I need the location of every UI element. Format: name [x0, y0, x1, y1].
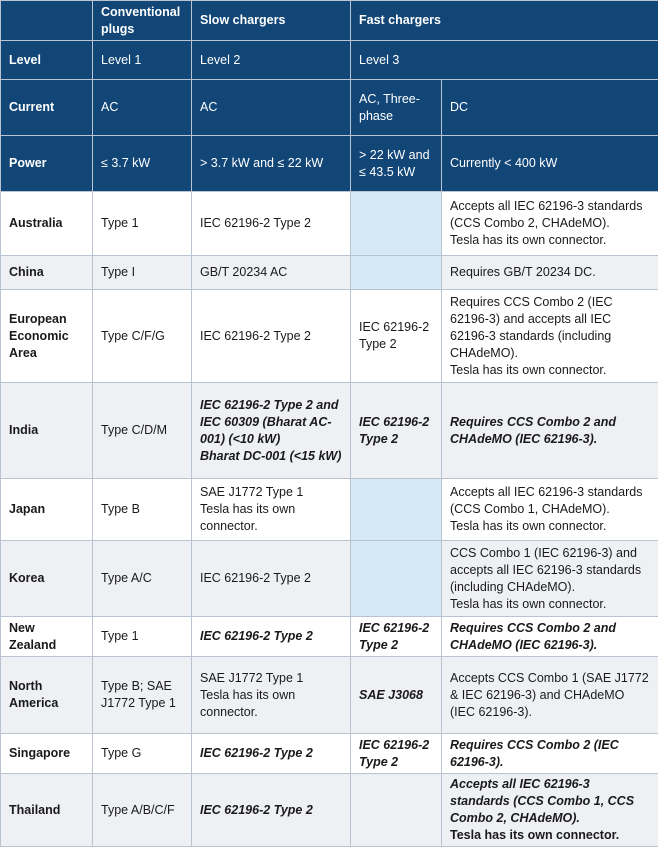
power-slow-cell: > 3.7 kW and ≤ 22 kW: [192, 136, 351, 192]
slow-line: SAE J1772 Type 1: [200, 484, 343, 501]
level-1-cell: Level 1: [93, 41, 192, 80]
slow-line: IEC 62196-2 Type 2: [200, 570, 343, 587]
level-2-cell: Level 2: [192, 41, 351, 80]
slow-line: SAE J1772 Type 1: [200, 670, 343, 687]
header-slow-chargers: Slow chargers: [192, 1, 351, 41]
header-corner: [1, 1, 93, 41]
table-row: [1, 256, 658, 290]
table-row: [1, 192, 658, 256]
slow-line: IEC 62196-2 Type 2 and IEC 60309 (Bharat AC-001) (<10 kW): [200, 397, 343, 448]
slow-cell: [192, 192, 351, 256]
fast-ac-cell-empty: [351, 479, 442, 541]
fast-ac-cell: IEC 62196-2 Type 2: [351, 734, 442, 774]
header-row-level: [1, 41, 658, 80]
fast-dc-line: Tesla has its own connector.: [450, 827, 651, 844]
current-conventional-cell: AC: [93, 80, 192, 136]
slow-line: IEC 62196-2 Type 2: [200, 328, 343, 345]
conventional-cell: Type A/C: [93, 541, 192, 617]
header-fast-chargers: Fast chargers: [351, 1, 658, 41]
fast-dc-cell: [442, 479, 658, 541]
header-row-categories: [1, 1, 658, 41]
slow-line: Tesla has its own connector.: [200, 501, 343, 535]
fast-ac-cell-empty: [351, 256, 442, 290]
slow-cell: [192, 657, 351, 734]
table-row: [1, 383, 658, 479]
fast-dc-line: Tesla has its own connector.: [450, 518, 651, 535]
slow-line: IEC 62196-2 Type 2: [200, 745, 343, 762]
fast-ac-cell-empty: [351, 541, 442, 617]
country-cell: Japan: [1, 479, 93, 541]
slow-line: Tesla has its own connector.: [200, 687, 343, 721]
country-cell: India: [1, 383, 93, 479]
country-cell: Thailand: [1, 774, 93, 847]
row-label-level: Level: [1, 41, 93, 80]
country-cell: China: [1, 256, 93, 290]
fast-ac-cell: SAE J3068: [351, 657, 442, 734]
fast-dc-cell: [442, 774, 658, 847]
row-label-power: Power: [1, 136, 93, 192]
conventional-cell: Type C/F/G: [93, 290, 192, 383]
country-cell: Australia: [1, 192, 93, 256]
table-row: [1, 541, 658, 617]
table-row: [1, 657, 658, 734]
slow-line: IEC 62196-2 Type 2: [200, 802, 343, 819]
country-cell: European Economic Area: [1, 290, 93, 383]
country-cell: Singapore: [1, 734, 93, 774]
fast-dc-line: Requires CCS Combo 2 and CHAdeMO (IEC 62196-3).: [450, 414, 651, 448]
table-row: [1, 479, 658, 541]
conventional-cell: Type C/D/M: [93, 383, 192, 479]
fast-dc-cell: [442, 541, 658, 617]
conventional-cell: Type G: [93, 734, 192, 774]
header-row-current: [1, 80, 658, 136]
power-conventional-cell: ≤ 3.7 kW: [93, 136, 192, 192]
current-fast-dc-cell: DC: [442, 80, 658, 136]
fast-ac-cell: IEC 62196-2 Type 2: [351, 383, 442, 479]
fast-dc-line: Requires GB/T 20234 DC.: [450, 264, 651, 281]
conventional-cell: Type 1: [93, 617, 192, 657]
fast-dc-line: CCS Combo 1 (IEC 62196-3) and accepts all IEC 62196-3 standards (including CHAdeMO).: [450, 545, 651, 596]
conventional-cell: Type A/B/C/F: [93, 774, 192, 847]
slow-cell: [192, 479, 351, 541]
fast-dc-line: Accepts all IEC 62196-3 standards (CCS Combo 2, CHAdeMO).: [450, 198, 651, 232]
fast-dc-line: Accepts CCS Combo 1 (SAE J1772 & IEC 62196-3) and CHAdeMO (IEC 62196-3).: [450, 670, 651, 721]
country-cell: North America: [1, 657, 93, 734]
fast-dc-line: Tesla has its own connector.: [450, 596, 651, 613]
slow-line: IEC 62196-2 Type 2: [200, 215, 343, 232]
slow-cell: [192, 290, 351, 383]
fast-dc-cell: [442, 256, 658, 290]
fast-dc-cell: [442, 657, 658, 734]
fast-ac-cell-empty: [351, 192, 442, 256]
current-slow-cell: AC: [192, 80, 351, 136]
table-row: [1, 734, 658, 774]
slow-cell: [192, 617, 351, 657]
fast-dc-line: Tesla has its own connector.: [450, 232, 651, 249]
fast-dc-cell: [442, 192, 658, 256]
fast-dc-cell: [442, 383, 658, 479]
power-fast-ac-cell: > 22 kW and ≤ 43.5 kW: [351, 136, 442, 192]
fast-dc-cell: [442, 617, 658, 657]
fast-dc-line: Accepts all IEC 62196-3 standards (CCS Combo 1, CCS Combo 2, CHAdeMO).: [450, 776, 651, 827]
row-label-current: Current: [1, 80, 93, 136]
header-conventional-plugs: Conventional plugs: [93, 1, 192, 41]
fast-dc-line: Requires CCS Combo 2 (IEC 62196-3) and accepts all IEC 62196-3 standards (including CHAdeMO).: [450, 294, 651, 362]
slow-line: IEC 62196-2 Type 2: [200, 628, 343, 645]
country-cell: Korea: [1, 541, 93, 617]
slow-cell: [192, 541, 351, 617]
slow-line: Bharat DC-001 (<15 kW): [200, 448, 343, 465]
slow-cell: [192, 734, 351, 774]
conventional-cell: Type B; SAE J1772 Type 1: [93, 657, 192, 734]
fast-dc-cell: [442, 734, 658, 774]
fast-ac-cell: IEC 62196-2 Type 2: [351, 617, 442, 657]
country-cell: New Zealand: [1, 617, 93, 657]
table-row: [1, 617, 658, 657]
current-fast-ac-cell: AC, Three-phase: [351, 80, 442, 136]
fast-dc-line: Requires CCS Combo 2 and CHAdeMO (IEC 62196-3).: [450, 620, 651, 654]
conventional-cell: Type B: [93, 479, 192, 541]
slow-line: GB/T 20234 AC: [200, 264, 343, 281]
fast-dc-line: Tesla has its own connector.: [450, 362, 651, 379]
fast-dc-line: Accepts all IEC 62196-3 standards (CCS Combo 1, CHAdeMO).: [450, 484, 651, 518]
table-row: [1, 290, 658, 383]
slow-cell: [192, 774, 351, 847]
conventional-cell: Type I: [93, 256, 192, 290]
level-3-cell: Level 3: [351, 41, 658, 80]
fast-dc-cell: [442, 290, 658, 383]
table-row: [1, 774, 658, 847]
slow-cell: [192, 256, 351, 290]
slow-cell: [192, 383, 351, 479]
fast-ac-cell: IEC 62196-2 Type 2: [351, 290, 442, 383]
fast-ac-cell-empty: [351, 774, 442, 847]
conventional-cell: Type 1: [93, 192, 192, 256]
header-row-power: [1, 136, 658, 192]
fast-dc-line: Requires CCS Combo 2 (IEC 62196-3).: [450, 737, 651, 771]
power-fast-dc-cell: Currently < 400 kW: [442, 136, 658, 192]
